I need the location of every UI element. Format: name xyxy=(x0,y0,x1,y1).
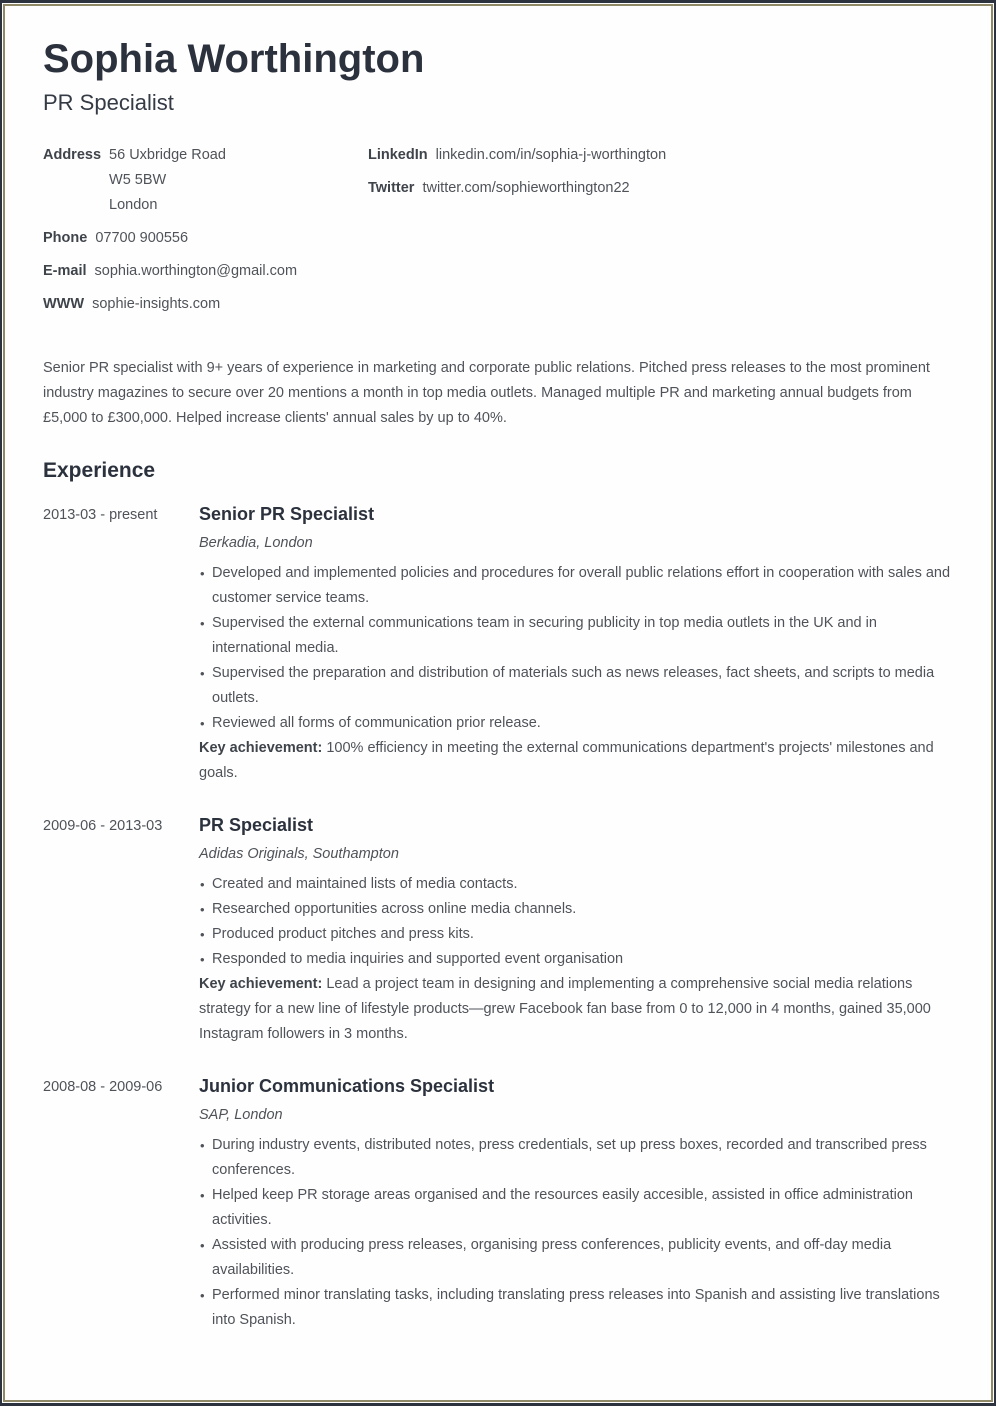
contact-row-website xyxy=(43,292,368,317)
bullet-item: • Created and maintained lists of media contacts. xyxy=(199,872,953,897)
entry-dates: 2009-06 - 2013-03 xyxy=(43,818,163,834)
inner-border-frame xyxy=(3,4,993,1402)
address-value xyxy=(109,143,226,218)
entry-bullet-list xyxy=(199,561,953,736)
entry-job-title: Junior Communications Specialist xyxy=(199,1076,495,1096)
address-label: Address xyxy=(43,147,102,163)
key-achievement-text: Lead a project team in designing and implementing a comprehensive social media relations strategy for a new line of lifestyle products—grew Facebook fan base from 0 to 12,000 in 4 months, gained 35,000 Instagram followers in 3 months. xyxy=(199,976,931,1042)
entry-job-title: PR Specialist xyxy=(199,815,314,835)
entry-company: Berkadia, London xyxy=(199,535,313,551)
key-achievement xyxy=(199,736,953,786)
twitter-value: twitter.com/sophieworthington22 xyxy=(422,180,630,196)
bullet-item: • Produced product pitches and press kits. xyxy=(199,922,953,947)
website-label: WWW xyxy=(43,296,85,312)
entry-dates: 2008-08 - 2009-06 xyxy=(43,1079,163,1095)
experience-entry-3 xyxy=(43,1074,953,1333)
person-job-title: PR Specialist xyxy=(43,90,174,115)
phone-value: 07700 900556 xyxy=(95,230,189,246)
bullet-item: • Reviewed all forms of communication prior release. xyxy=(199,711,953,736)
contact-right-column xyxy=(368,143,953,325)
contact-row-email xyxy=(43,259,368,284)
entry-job-title: Senior PR Specialist xyxy=(199,504,375,524)
bullet-item: • Supervised the preparation and distribution of materials such as news releases, fact sheets, and scripts to media outlets. xyxy=(199,661,953,711)
phone-label: Phone xyxy=(43,230,88,246)
email-value: sophia.worthington@gmail.com xyxy=(94,263,298,279)
contact-row-phone xyxy=(43,226,368,251)
professional-summary: Senior PR specialist with 9+ years of experience in marketing and corporate public relations. Pitched press releases to the most prominent industry magazines to secure over 20 mentions a month in top media outlets. Managed multiple PR and marketing annual budgets from £5,000 to £300,000. Helped increase clients' annual sales by up to 40%. xyxy=(43,360,930,426)
key-achievement xyxy=(199,972,953,1047)
address-line: W5 5BW xyxy=(109,172,167,188)
key-achievement-label: Key achievement: xyxy=(199,976,323,992)
person-name: Sophia Worthington xyxy=(43,37,425,81)
key-achievement-text: 100% efficiency in meeting the external communications department's projects' milestones and goals. xyxy=(199,740,934,781)
bullet-item: • Assisted with producing press releases, organising press conferences, publicity events, and off-day media availabilities. xyxy=(199,1233,953,1283)
experience-section xyxy=(43,458,953,1333)
bullet-item: • Helped keep PR storage areas organised and the resources easily accesible, assisted in office administration activities. xyxy=(199,1183,953,1233)
bullet-item: • Supervised the external communications team in securing publicity in top media outlets in the UK and in international media. xyxy=(199,611,953,661)
bullet-item: • Developed and implemented policies and procedures for overall public relations effort in cooperation with sales and customer service teams. xyxy=(199,561,953,611)
entry-dates: 2013-03 - present xyxy=(43,507,158,523)
key-achievement-label: Key achievement: xyxy=(199,740,323,756)
bullet-item: • Responded to media inquiries and supported event organisation xyxy=(199,947,953,972)
email-label: E-mail xyxy=(43,263,87,279)
entry-body xyxy=(199,813,953,1047)
bullet-item: • Researched opportunities across online media channels. xyxy=(199,897,953,922)
address-line: London xyxy=(109,197,158,213)
contact-row-address xyxy=(43,143,368,218)
contact-section xyxy=(43,143,953,325)
experience-heading: Experience xyxy=(43,459,156,482)
entry-company: Adidas Originals, Southampton xyxy=(199,846,399,862)
twitter-label: Twitter xyxy=(368,180,415,196)
contact-row-linkedin xyxy=(368,143,953,168)
experience-entry-2 xyxy=(43,813,953,1047)
entry-company: SAP, London xyxy=(199,1107,283,1123)
entry-body xyxy=(199,1074,953,1333)
linkedin-value: linkedin.com/in/sophia-j-worthington xyxy=(435,147,667,163)
entry-bullet-list xyxy=(199,1133,953,1333)
linkedin-label: LinkedIn xyxy=(368,147,428,163)
header xyxy=(43,36,953,116)
address-line: 56 Uxbridge Road xyxy=(109,147,226,163)
experience-entry-1 xyxy=(43,502,953,786)
contact-left-column xyxy=(43,143,368,325)
bullet-item: • Performed minor translating tasks, including translating press releases into Spanish and assisting live translations into Spanish. xyxy=(199,1283,953,1333)
contact-row-twitter xyxy=(368,176,953,201)
entry-bullet-list xyxy=(199,872,953,972)
bullet-item: • During industry events, distributed notes, press credentials, set up press boxes, recorded and transcribed press conferences. xyxy=(199,1133,953,1183)
entry-body xyxy=(199,502,953,786)
website-value: sophie-insights.com xyxy=(92,296,221,312)
